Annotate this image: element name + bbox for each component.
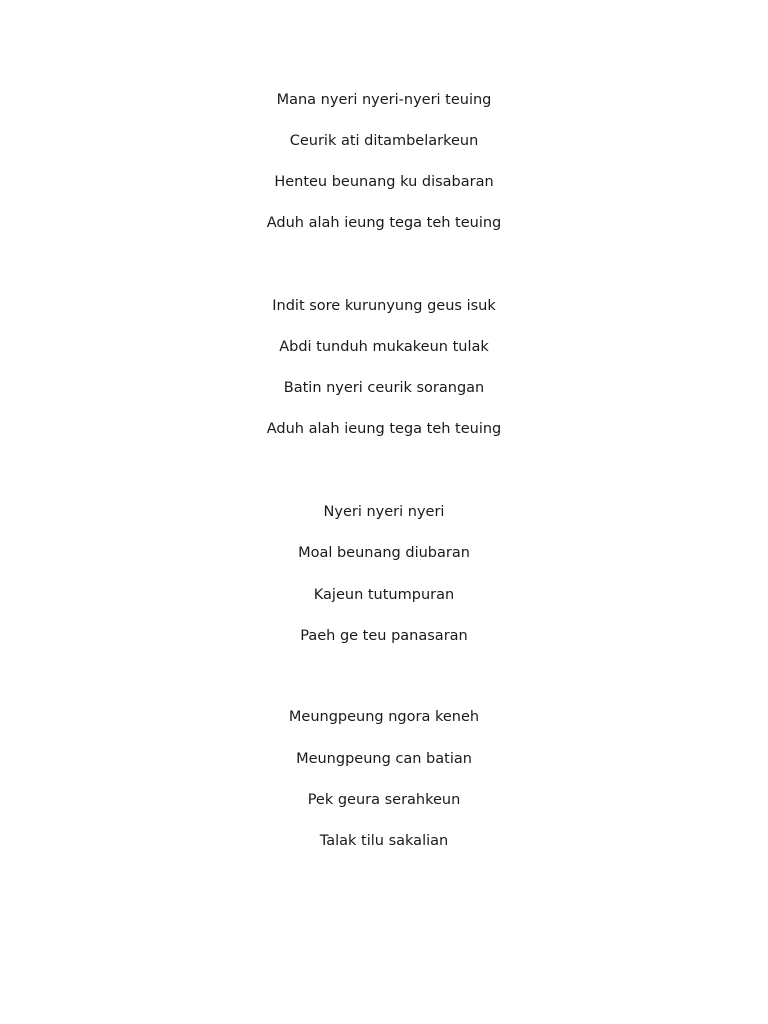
poem-line: Henteu beunang ku disabaran (274, 174, 494, 190)
poem-line: Meungpeung ngora keneh (288, 709, 480, 725)
poem-line: Moal beunang diubaran (298, 545, 470, 561)
poem-line: Talak tilu sakalian (319, 833, 449, 849)
poem-line: Meungpeung can batian (296, 751, 472, 767)
poem-line: Ceurik ati ditambelarkeun (289, 133, 479, 149)
poem-line: Mana nyeri nyeri-nyeri teuing (276, 92, 492, 108)
poem-line: Paeh ge teu panasaran (300, 628, 468, 644)
poem-line: Aduh alah ieung tega teh teuing (266, 215, 502, 231)
poem-line: Abdi tunduh mukakeun tulak (279, 339, 489, 355)
poem-line: Aduh alah ieung tega teh teuing (266, 421, 502, 437)
poem-line: Batin nyeri ceurik sorangan (283, 380, 485, 396)
poem-line: Kajeun tutumpuran (313, 587, 455, 603)
poem-line: Indit sore kurunyung geus isuk (272, 298, 496, 314)
poem-line: Pek geura serahkeun (307, 792, 461, 808)
poem-line: Nyeri nyeri nyeri (323, 504, 445, 520)
